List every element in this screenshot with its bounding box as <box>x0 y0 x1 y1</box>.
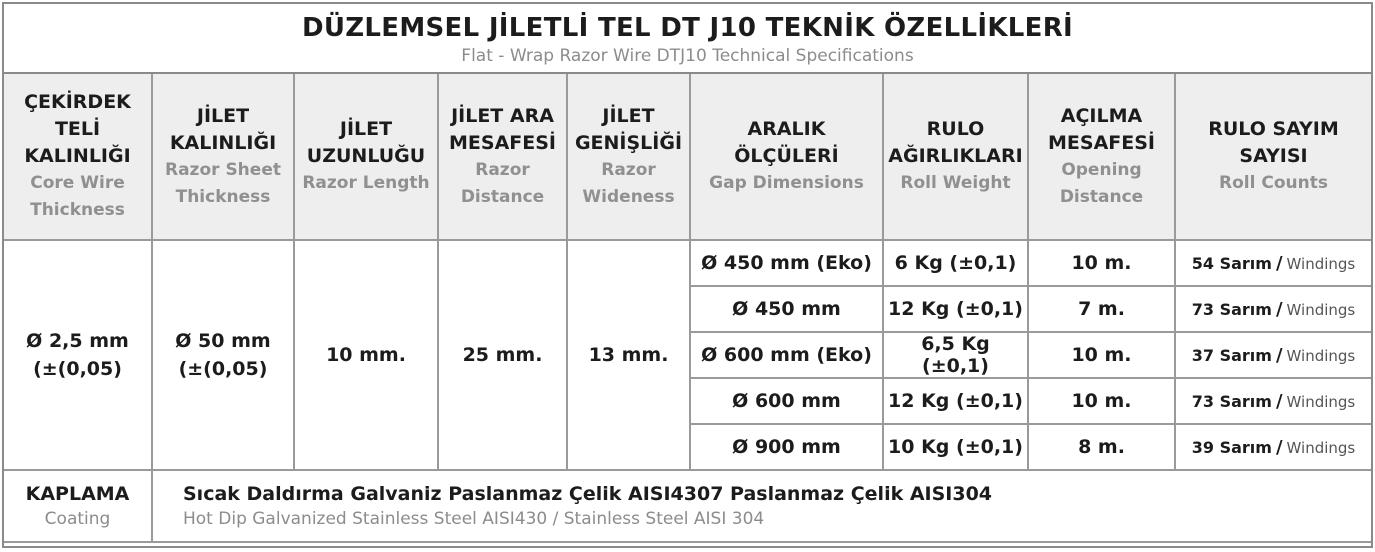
weight-cell: 12 Kg (±0,1) <box>883 286 1028 332</box>
page-subtitle: Flat - Wrap Razor Wire DTJ10 Technical Specifications <box>461 46 914 66</box>
title-block <box>4 4 1371 74</box>
count-cell: 73 Sarım / Windings <box>1175 286 1371 332</box>
razor-length-value: 10 mm. <box>294 240 438 470</box>
page-title: DÜZLEMSEL JİLETLİ TEL DT J10 TEKNİK ÖZELLİKLERİ <box>301 13 1074 43</box>
coating-value: Sıcak Daldırma Galvaniz Paslanmaz Çelik AISI4307 Paslanmaz Çelik AISI304 Hot Dip Galvanized Stainless Steel AISI430 / Stainless Steel AISI 304 <box>152 470 1371 542</box>
weight-cell: 12 Kg (±0,1) <box>883 378 1028 424</box>
weight-cell: 6,5 Kg (±0,1) <box>883 332 1028 378</box>
header-opening-distance: AÇILMA MESAFESİ Opening Distance <box>1028 74 1175 240</box>
weight-cell: 6 Kg (±0,1) <box>883 240 1028 286</box>
opening-cell: 8 m. <box>1028 424 1175 470</box>
razor-wideness-value: 13 mm. <box>567 240 690 470</box>
razor-distance-value: 25 mm. <box>438 240 567 470</box>
table-row <box>4 240 1371 286</box>
header-gap-dimensions: ARALIK ÖLÇÜLERİ Gap Dimensions <box>690 74 883 240</box>
opening-cell: 10 m. <box>1028 332 1175 378</box>
count-cell: 39 Sarım / Windings <box>1175 424 1371 470</box>
header-roll-weight: RULO AĞIRLIKLARI Roll Weight <box>883 74 1028 240</box>
header-core-wire: ÇEKİRDEK TELİ KALINLIĞI Core Wire Thickness <box>4 74 152 240</box>
razor-sheet-value: Ø 50 mm (±(0,05) <box>152 240 294 470</box>
opening-cell: 10 m. <box>1028 240 1175 286</box>
opening-cell: 10 m. <box>1028 378 1175 424</box>
spec-sheet <box>2 2 1373 548</box>
gap-cell: Ø 450 mm (Eko) <box>690 240 883 286</box>
opening-cell: 7 m. <box>1028 286 1175 332</box>
header-razor-sheet: JİLET KALINLIĞI Razor Sheet Thickness <box>152 74 294 240</box>
header-razor-distance: JİLET ARA MESAFESİ Razor Distance <box>438 74 567 240</box>
header-razor-length: JİLET UZUNLUĞU Razor Length <box>294 74 438 240</box>
gap-cell: Ø 450 mm <box>690 286 883 332</box>
count-cell: 73 Sarım / Windings <box>1175 378 1371 424</box>
spec-table <box>4 74 1371 543</box>
header-row <box>4 74 1371 240</box>
coating-label: KAPLAMA Coating <box>4 470 152 542</box>
gap-cell: Ø 900 mm <box>690 424 883 470</box>
core-wire-value: Ø 2,5 mm (±(0,05) <box>4 240 152 470</box>
count-cell: 37 Sarım / Windings <box>1175 332 1371 378</box>
header-razor-wideness: JİLET GENİŞLİĞİ Razor Wideness <box>567 74 690 240</box>
header-roll-counts: RULO SAYIM SAYISI Roll Counts <box>1175 74 1371 240</box>
count-cell: 54 Sarım / Windings <box>1175 240 1371 286</box>
weight-cell: 10 Kg (±0,1) <box>883 424 1028 470</box>
gap-cell: Ø 600 mm (Eko) <box>690 332 883 378</box>
gap-cell: Ø 600 mm <box>690 378 883 424</box>
coating-row <box>4 470 1371 542</box>
